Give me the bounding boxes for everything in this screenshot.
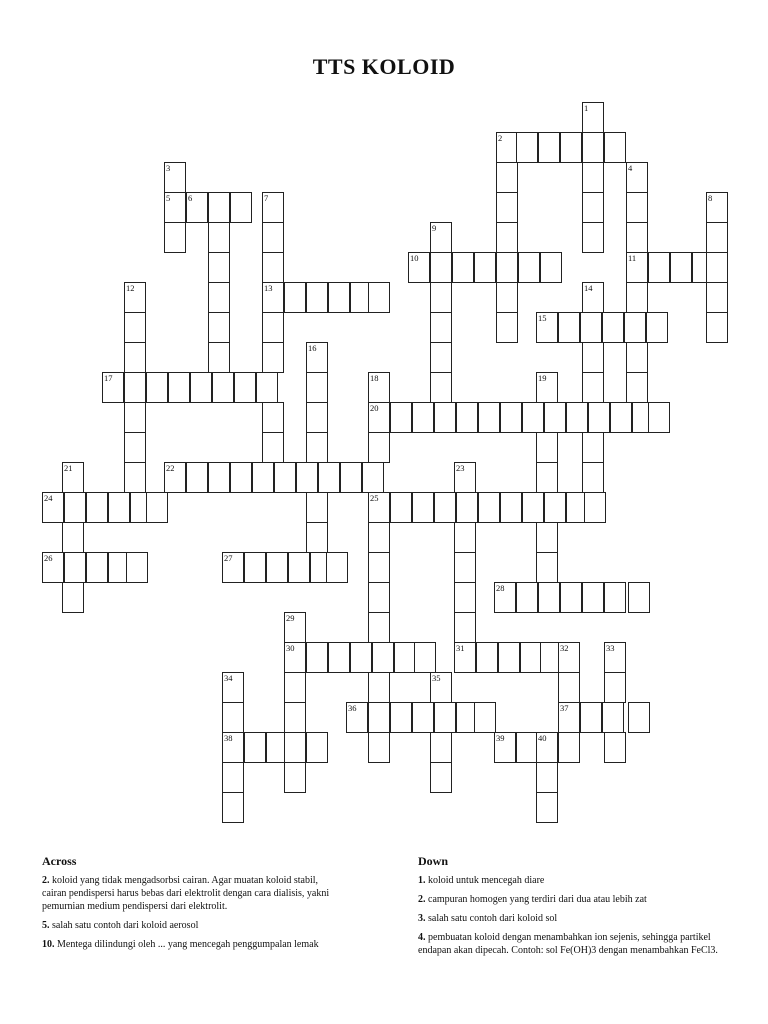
down-clue: 1. koloid untuk mencegah diare <box>418 875 545 886</box>
grid-cell[interactable] <box>518 252 540 283</box>
grid-cell[interactable] <box>318 462 340 493</box>
grid-cell[interactable] <box>146 492 168 523</box>
grid-cell[interactable] <box>86 552 108 583</box>
across-clue: 5. salah satu contoh dari koloid aerosol <box>42 920 199 931</box>
clue-number: 16 <box>308 343 317 353</box>
grid-cell[interactable] <box>558 702 580 733</box>
grid-cell[interactable] <box>62 522 84 553</box>
grid-cell[interactable] <box>296 462 318 493</box>
grid-cell[interactable] <box>208 252 230 283</box>
grid-cell[interactable] <box>306 432 328 463</box>
clue-number: 19 <box>538 373 547 383</box>
grid-cell[interactable] <box>582 432 604 463</box>
clue-number: 21 <box>64 463 73 473</box>
grid-cell[interactable] <box>496 192 518 223</box>
clue-number: 11 <box>628 253 637 263</box>
grid-cell[interactable] <box>706 282 728 313</box>
grid-cell[interactable] <box>390 702 412 733</box>
grid-cell[interactable] <box>540 252 562 283</box>
grid-cell[interactable] <box>454 552 476 583</box>
grid-cell[interactable] <box>670 252 692 283</box>
grid-cell[interactable] <box>648 252 670 283</box>
grid-cell[interactable] <box>516 732 538 763</box>
grid-cell[interactable] <box>478 402 500 433</box>
grid-cell[interactable] <box>124 312 146 343</box>
grid-cell[interactable] <box>588 402 610 433</box>
down-clue: 4. pembuatan koloid dengan menambahkan ion sejenis, sehingga partikel endapan akan dipecah. Contoh: sol Fe(OH)3 dengan menambahkan FeCl3. <box>418 932 718 956</box>
clue-number: 24 <box>44 493 53 503</box>
grid-cell[interactable] <box>516 582 538 613</box>
grid-cell[interactable] <box>288 552 310 583</box>
grid-cell[interactable] <box>368 372 390 403</box>
grid-cell[interactable] <box>626 282 648 313</box>
grid-cell[interactable] <box>582 222 604 253</box>
grid-cell[interactable] <box>474 252 496 283</box>
grid-cell[interactable] <box>212 372 234 403</box>
clue-number: 34 <box>224 673 233 683</box>
grid-cell[interactable] <box>208 192 230 223</box>
grid-cell[interactable] <box>306 282 328 313</box>
across-heading: Across <box>42 854 77 868</box>
grid-cell[interactable] <box>102 372 124 403</box>
grid-cell[interactable] <box>430 672 452 703</box>
grid-cell[interactable] <box>628 702 650 733</box>
grid-cell[interactable] <box>124 402 146 433</box>
grid-cell[interactable] <box>368 552 390 583</box>
grid-cell[interactable] <box>222 732 244 763</box>
clue-number: 6 <box>188 193 193 203</box>
grid-cell[interactable] <box>602 312 624 343</box>
down-clue: 3. salah satu contoh dari koloid sol <box>418 913 558 924</box>
clue-number: 38 <box>224 733 233 743</box>
grid-cell[interactable] <box>262 312 284 343</box>
grid-cell[interactable] <box>498 642 520 673</box>
grid-cell[interactable] <box>496 282 518 313</box>
grid-cell[interactable] <box>368 612 390 643</box>
grid-cell[interactable] <box>328 282 350 313</box>
grid-cell[interactable] <box>222 672 244 703</box>
clue-number: 20 <box>370 403 379 413</box>
grid-cell[interactable] <box>584 492 606 523</box>
grid-cell[interactable] <box>626 342 648 373</box>
grid-cell[interactable] <box>520 642 542 673</box>
grid-cell[interactable] <box>536 372 558 403</box>
grid-cell[interactable] <box>222 702 244 733</box>
grid-cell[interactable] <box>124 372 146 403</box>
grid-cell[interactable] <box>430 312 452 343</box>
grid-cell[interactable] <box>582 162 604 193</box>
grid-cell[interactable] <box>604 132 626 163</box>
grid-cell[interactable] <box>368 402 390 433</box>
grid-cell[interactable] <box>496 312 518 343</box>
grid-cell[interactable] <box>434 492 456 523</box>
grid-cell[interactable] <box>544 402 566 433</box>
grid-cell[interactable] <box>626 192 648 223</box>
grid-cell[interactable] <box>262 342 284 373</box>
grid-cell[interactable] <box>536 552 558 583</box>
clue-number: 14 <box>584 283 593 293</box>
grid-cell[interactable] <box>560 582 582 613</box>
grid-cell[interactable] <box>186 462 208 493</box>
grid-cell[interactable] <box>208 462 230 493</box>
grid-cell[interactable] <box>456 402 478 433</box>
grid-cell[interactable] <box>234 372 256 403</box>
grid-cell[interactable] <box>582 102 604 133</box>
grid-cell[interactable] <box>124 462 146 493</box>
grid-cell[interactable] <box>560 132 582 163</box>
clue-number: 17 <box>104 373 113 383</box>
grid-cell[interactable] <box>208 342 230 373</box>
grid-cell[interactable] <box>124 282 146 313</box>
grid-cell[interactable] <box>390 402 412 433</box>
grid-cell[interactable] <box>500 492 522 523</box>
grid-cell[interactable] <box>454 612 476 643</box>
grid-cell[interactable] <box>408 252 430 283</box>
clue-number: 1 <box>584 103 589 113</box>
clue-number: 5 <box>166 193 171 203</box>
clue-number: 37 <box>560 703 569 713</box>
grid-cell[interactable] <box>208 282 230 313</box>
grid-cell[interactable] <box>252 462 274 493</box>
clue-number: 27 <box>224 553 233 563</box>
grid-cell[interactable] <box>604 582 626 613</box>
down-heading: Down <box>418 854 449 868</box>
grid-cell[interactable] <box>306 372 328 403</box>
grid-cell[interactable] <box>706 192 728 223</box>
clue-number: 3 <box>166 163 171 173</box>
grid-cell[interactable] <box>124 342 146 373</box>
grid-cell[interactable] <box>274 462 296 493</box>
grid-cell[interactable] <box>328 642 350 673</box>
grid-cell[interactable] <box>86 492 108 523</box>
grid-cell[interactable] <box>340 462 362 493</box>
clue-number: 30 <box>286 643 295 653</box>
clue-number: 36 <box>348 703 357 713</box>
grid-cell[interactable] <box>538 132 560 163</box>
grid-cell[interactable] <box>430 252 452 283</box>
clue-number: 28 <box>496 583 505 593</box>
clue-number: 2 <box>498 133 503 143</box>
grid-cell[interactable] <box>368 702 390 733</box>
grid-cell[interactable] <box>476 642 498 673</box>
grid-cell[interactable] <box>536 762 558 793</box>
grid-cell[interactable] <box>208 222 230 253</box>
grid-cell[interactable] <box>208 312 230 343</box>
grid-cell[interactable] <box>430 222 452 253</box>
grid-cell[interactable] <box>284 702 306 733</box>
grid-cell[interactable] <box>430 282 452 313</box>
grid-cell[interactable] <box>494 582 516 613</box>
grid-cell[interactable] <box>306 522 328 553</box>
grid-cell[interactable] <box>362 462 384 493</box>
grid-cell[interactable] <box>284 612 306 643</box>
grid-cell[interactable] <box>390 492 412 523</box>
clue-number: 13 <box>264 283 273 293</box>
grid-cell[interactable] <box>474 702 496 733</box>
grid-cell[interactable] <box>368 282 390 313</box>
grid-cell[interactable] <box>496 222 518 253</box>
grid-cell[interactable] <box>164 222 186 253</box>
grid-cell[interactable] <box>582 132 604 163</box>
grid-cell[interactable] <box>230 192 252 223</box>
grid-cell[interactable] <box>610 402 632 433</box>
grid-cell[interactable] <box>626 162 648 193</box>
grid-cell[interactable] <box>430 732 452 763</box>
clue-number: 7 <box>264 193 269 203</box>
grid-cell[interactable] <box>582 192 604 223</box>
grid-cell[interactable] <box>536 732 558 763</box>
grid-cell[interactable] <box>164 162 186 193</box>
grid-cell[interactable] <box>646 312 668 343</box>
clue-number: 8 <box>708 193 713 203</box>
grid-cell[interactable] <box>580 702 602 733</box>
grid-cell[interactable] <box>582 372 604 403</box>
grid-cell[interactable] <box>430 372 452 403</box>
grid-cell[interactable] <box>284 672 306 703</box>
grid-cell[interactable] <box>368 492 390 523</box>
grid-cell[interactable] <box>394 642 416 673</box>
grid-cell[interactable] <box>230 462 252 493</box>
clue-number: 12 <box>126 283 135 293</box>
grid-cell[interactable] <box>434 402 456 433</box>
grid-cell[interactable] <box>368 732 390 763</box>
grid-cell[interactable] <box>62 462 84 493</box>
grid-cell[interactable] <box>186 192 208 223</box>
grid-cell[interactable] <box>454 642 476 673</box>
grid-cell[interactable] <box>62 582 84 613</box>
grid-cell[interactable] <box>412 492 434 523</box>
grid-cell[interactable] <box>368 432 390 463</box>
grid-cell[interactable] <box>604 642 626 673</box>
grid-cell[interactable] <box>222 792 244 823</box>
grid-cell[interactable] <box>706 222 728 253</box>
clue-number: 32 <box>560 643 569 653</box>
grid-cell[interactable] <box>222 762 244 793</box>
grid-cell[interactable] <box>346 702 368 733</box>
grid-cell[interactable] <box>604 732 626 763</box>
grid-cell[interactable] <box>412 402 434 433</box>
grid-cell[interactable] <box>164 462 186 493</box>
grid-cell[interactable] <box>626 222 648 253</box>
across-clue: 2. koloid yang tidak mengadsorbsi cairan. Agar muatan koloid stabil, cairan pendispersi harus bebas dari elektrolit dengan cara dialisis, yakni pemurnian medium pendispersi dari elektrolit. <box>42 875 330 912</box>
grid-cell[interactable] <box>368 582 390 613</box>
grid-cell[interactable] <box>126 552 148 583</box>
grid-cell[interactable] <box>168 372 190 403</box>
grid-cell[interactable] <box>42 552 64 583</box>
clue-number: 22 <box>166 463 175 473</box>
down-clues <box>418 855 718 963</box>
grid-cell[interactable] <box>494 732 516 763</box>
clue-number: 18 <box>370 373 379 383</box>
grid-cell[interactable] <box>454 522 476 553</box>
grid-cell[interactable] <box>628 582 650 613</box>
grid-cell[interactable] <box>582 462 604 493</box>
grid-cell[interactable] <box>284 642 306 673</box>
grid-cell[interactable] <box>284 762 306 793</box>
across-clues <box>42 855 342 957</box>
grid-cell[interactable] <box>262 282 284 313</box>
clue-number: 26 <box>44 553 53 563</box>
grid-cell[interactable] <box>124 432 146 463</box>
grid-cell[interactable] <box>454 462 476 493</box>
grid-cell[interactable] <box>536 462 558 493</box>
grid-cell[interactable] <box>626 372 648 403</box>
grid-cell[interactable] <box>262 252 284 283</box>
clue-number: 31 <box>456 643 465 653</box>
grid-cell[interactable] <box>284 732 306 763</box>
grid-cell[interactable] <box>262 432 284 463</box>
grid-cell[interactable] <box>624 312 646 343</box>
grid-cell[interactable] <box>262 402 284 433</box>
grid-cell[interactable] <box>536 432 558 463</box>
clue-number: 23 <box>456 463 465 473</box>
grid-cell[interactable] <box>412 702 434 733</box>
grid-cell[interactable] <box>456 492 478 523</box>
grid-cell[interactable] <box>368 672 390 703</box>
clue-number: 40 <box>538 733 547 743</box>
grid-cell[interactable] <box>306 402 328 433</box>
grid-cell[interactable] <box>582 582 604 613</box>
grid-cell[interactable] <box>146 372 168 403</box>
grid-cell[interactable] <box>306 732 328 763</box>
clue-number: 9 <box>432 223 437 233</box>
across-clue: 10. Mentega dilindungi oleh ... yang mencegah penggumpalan lemak <box>42 939 319 950</box>
grid-cell[interactable] <box>430 762 452 793</box>
grid-cell[interactable] <box>284 282 306 313</box>
page-title: TTS KOLOID <box>312 54 456 79</box>
grid-cell[interactable] <box>522 402 544 433</box>
grid-cell[interactable] <box>580 312 602 343</box>
grid-cell[interactable] <box>558 672 580 703</box>
grid-cell[interactable] <box>706 252 728 283</box>
grid-cell[interactable] <box>496 162 518 193</box>
grid-cell[interactable] <box>522 492 544 523</box>
grid-cell[interactable] <box>368 522 390 553</box>
grid-cell[interactable] <box>64 492 86 523</box>
grid-cell[interactable] <box>648 402 670 433</box>
grid-cell[interactable] <box>566 402 588 433</box>
grid-cell[interactable] <box>536 522 558 553</box>
grid-cell[interactable] <box>414 642 436 673</box>
clue-number: 10 <box>410 253 419 263</box>
grid-cell[interactable] <box>326 552 348 583</box>
grid-cell[interactable] <box>516 132 538 163</box>
grid-cell[interactable] <box>164 192 186 223</box>
grid-cell[interactable] <box>496 132 518 163</box>
clue-number: 35 <box>432 673 441 683</box>
grid-cell[interactable] <box>42 492 64 523</box>
clue-number: 39 <box>496 733 505 743</box>
grid-cell[interactable] <box>558 312 580 343</box>
grid-cell[interactable] <box>536 312 558 343</box>
grid-cell[interactable] <box>190 372 212 403</box>
grid-cell[interactable] <box>558 642 580 673</box>
grid-cell[interactable] <box>558 732 580 763</box>
grid-cell[interactable] <box>496 252 518 283</box>
clue-number: 29 <box>286 613 295 623</box>
grid-cell[interactable] <box>706 312 728 343</box>
grid-cell[interactable] <box>536 792 558 823</box>
grid-cell[interactable] <box>582 342 604 373</box>
grid-cell[interactable] <box>500 402 522 433</box>
down-clue: 2. campuran homogen yang terdiri dari dua atau lebih zat <box>418 894 647 905</box>
grid-cell[interactable] <box>222 552 244 583</box>
clue-number: 25 <box>370 493 379 503</box>
grid-cell[interactable] <box>544 492 566 523</box>
clue-number: 15 <box>538 313 547 323</box>
clue-number: 33 <box>606 643 615 653</box>
grid-cell[interactable] <box>430 342 452 373</box>
grid-cell[interactable] <box>108 492 130 523</box>
grid-cell[interactable] <box>256 372 278 403</box>
grid-cell[interactable] <box>602 702 624 733</box>
grid-cell[interactable] <box>262 222 284 253</box>
grid-cell[interactable] <box>350 642 372 673</box>
grid-cell[interactable] <box>538 582 560 613</box>
grid-cell[interactable] <box>582 282 604 313</box>
grid-cell[interactable] <box>306 342 328 373</box>
grid-cell[interactable] <box>306 492 328 523</box>
grid-cell[interactable] <box>372 642 394 673</box>
grid-cell[interactable] <box>244 732 266 763</box>
grid-cell[interactable] <box>64 552 86 583</box>
clue-number: 4 <box>628 163 633 173</box>
grid-cell[interactable] <box>266 552 288 583</box>
grid-cell[interactable] <box>604 672 626 703</box>
grid-cell[interactable] <box>626 252 648 283</box>
grid-cell[interactable] <box>244 552 266 583</box>
grid-cell[interactable] <box>434 702 456 733</box>
grid-cell[interactable] <box>306 642 328 673</box>
grid-cell[interactable] <box>454 582 476 613</box>
grid-cell[interactable] <box>478 492 500 523</box>
grid-cell[interactable] <box>262 192 284 223</box>
grid-cell[interactable] <box>452 252 474 283</box>
